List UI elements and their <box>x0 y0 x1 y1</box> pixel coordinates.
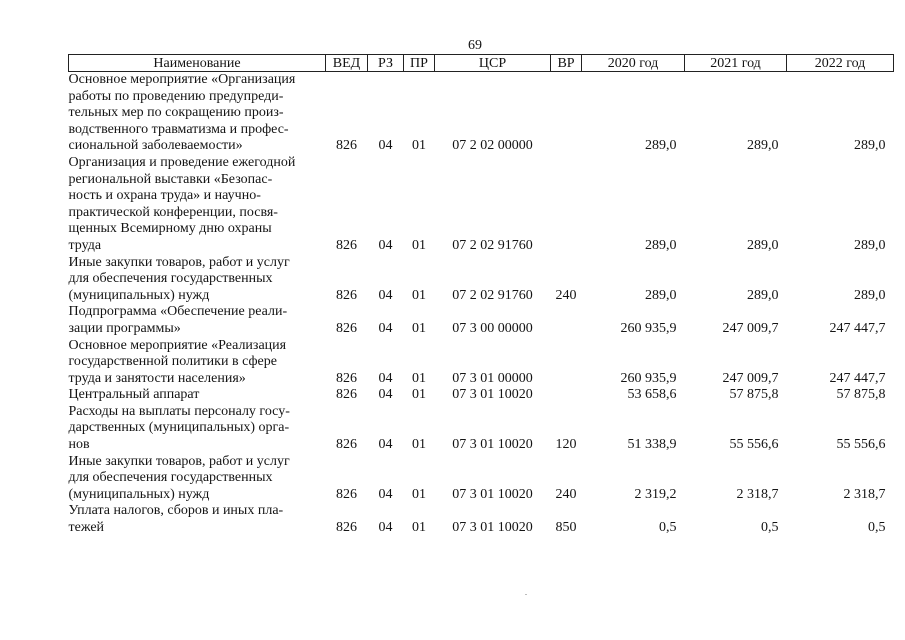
header-pr: ПР <box>404 55 435 72</box>
table-row <box>69 454 894 504</box>
header-name: Наименование <box>69 55 326 72</box>
cell-vr <box>551 338 582 388</box>
cell-y2020: 289,0 <box>645 287 677 303</box>
row-name-line: Расходы на выплаты персоналу госу- <box>68 403 290 419</box>
cell-rz: 04 <box>378 387 393 403</box>
row-name-line: ность и охрана труда» и научно- <box>68 188 261 204</box>
row-name-line: государственной политики в сфере <box>68 354 277 370</box>
row-name-line: (муниципальных) нужд <box>68 287 210 303</box>
row-name-line: Иные закупки товаров, работ и услуг <box>68 254 290 270</box>
cell-rz: 04 <box>378 237 393 253</box>
cell-csr: 07 3 01 00000 <box>452 370 533 386</box>
row-name-line: Основное мероприятие «Реализация <box>68 337 287 353</box>
cell-ved: 826 <box>336 287 357 303</box>
row-name <box>69 72 326 155</box>
cell-rz: 04 <box>378 520 393 536</box>
cell-y2021: 55 556,6 <box>729 437 779 453</box>
cell-ved: 826 <box>336 486 357 502</box>
cell-rz: 04 <box>378 437 393 453</box>
row-name-line: тежей <box>68 520 105 536</box>
table-body <box>69 72 894 537</box>
row-name <box>69 454 326 504</box>
cell-pr: 01 <box>412 237 426 253</box>
cell-csr: 07 3 01 10020 <box>452 486 533 502</box>
cell-y2022: 247 447,7 <box>829 370 886 386</box>
row-name-line: Основное мероприятие «Организация <box>68 72 296 87</box>
cell-y2022: 289,0 <box>854 287 886 303</box>
row-name-line: дарственных (муниципальных) орга- <box>68 420 290 436</box>
cell-ved: 826 <box>336 138 357 154</box>
cell-y2022: 289,0 <box>854 237 886 253</box>
cell-vr: 240 <box>555 486 577 502</box>
cell-pr: 01 <box>412 138 426 154</box>
cell-y2021: 0,5 <box>761 520 779 536</box>
cell-y2020: 260 935,9 <box>620 370 677 386</box>
cell-y2021: 289,0 <box>747 237 779 253</box>
table-row <box>69 503 894 536</box>
row-name-line: труда и занятости населения» <box>68 370 246 386</box>
row-name-line: зации программы» <box>68 320 181 336</box>
cell-vr: 240 <box>555 287 577 303</box>
cell-y2020: 260 935,9 <box>620 320 677 336</box>
row-name <box>69 255 326 305</box>
cell-ved: 826 <box>336 320 357 336</box>
cell-y2020: 289,0 <box>645 237 677 253</box>
cell-csr: 07 2 02 00000 <box>452 138 533 154</box>
cell-y2022: 0,5 <box>868 520 886 536</box>
table-row <box>69 387 894 404</box>
cell-y2021: 289,0 <box>747 287 779 303</box>
row-name <box>69 304 326 337</box>
cell-ved: 826 <box>336 370 357 386</box>
cell-vr: 120 <box>555 437 577 453</box>
cell-pr: 01 <box>412 486 426 502</box>
table-row <box>69 155 894 255</box>
row-name-line: для обеспечения государственных <box>68 271 273 287</box>
cell-vr <box>551 155 582 255</box>
cell-pr: 01 <box>412 320 426 336</box>
cell-y2021: 57 875,8 <box>729 387 779 403</box>
cell-vr <box>551 387 582 404</box>
cell-pr: 01 <box>412 370 426 386</box>
table-header <box>69 55 894 72</box>
cell-rz: 04 <box>378 370 393 386</box>
cell-pr: 01 <box>412 520 426 536</box>
cell-vr: 850 <box>555 520 577 536</box>
row-name-line: труда <box>68 237 102 253</box>
header-2020: 2020 год <box>582 55 685 72</box>
cell-y2020: 51 338,9 <box>627 437 677 453</box>
row-name <box>69 155 326 255</box>
row-name-line: Подпрограмма «Обеспечение реали- <box>68 304 288 320</box>
cell-y2021: 247 009,7 <box>722 320 779 336</box>
table-row <box>69 255 894 305</box>
header-vr: ВР <box>551 55 582 72</box>
cell-csr: 07 3 01 10020 <box>452 520 533 536</box>
cell-csr: 07 2 02 91760 <box>452 237 533 253</box>
header-rz: РЗ <box>368 55 404 72</box>
row-name-line: Организация и проведение ежегодной <box>68 154 296 170</box>
header-2022: 2022 год <box>787 55 894 72</box>
table-row <box>69 404 894 454</box>
cell-y2022: 247 447,7 <box>829 320 886 336</box>
cell-rz: 04 <box>378 320 393 336</box>
row-name <box>69 404 326 454</box>
budget-table-container <box>68 54 894 537</box>
cell-y2022: 289,0 <box>854 138 886 154</box>
cell-y2022: 57 875,8 <box>836 387 886 403</box>
page-number: 69 <box>468 38 482 53</box>
cell-y2021: 247 009,7 <box>722 370 779 386</box>
cell-y2021: 289,0 <box>747 138 779 154</box>
row-name-line: работы по проведению предупреди- <box>68 88 284 104</box>
budget-table <box>68 54 894 537</box>
cell-y2020: 2 319,2 <box>634 486 677 502</box>
header-csr: ЦСР <box>435 55 551 72</box>
row-name-line: нов <box>68 437 90 453</box>
cell-pr: 01 <box>412 287 426 303</box>
cell-vr <box>551 72 582 155</box>
table-row <box>69 338 894 388</box>
cell-csr: 07 2 02 91760 <box>452 287 533 303</box>
row-name-line: (муниципальных) нужд <box>68 486 210 502</box>
cell-pr: 01 <box>412 387 426 403</box>
cell-ved: 826 <box>336 520 357 536</box>
table-row <box>69 72 894 155</box>
row-name-line: Иные закупки товаров, работ и услуг <box>68 453 290 469</box>
cell-y2020: 289,0 <box>645 138 677 154</box>
row-name <box>69 387 326 404</box>
cell-y2021: 2 318,7 <box>736 486 779 502</box>
cell-y2022: 2 318,7 <box>843 486 886 502</box>
row-name-line: щенных Всемирному дню охраны <box>68 221 272 237</box>
cell-ved: 826 <box>336 237 357 253</box>
cell-ved: 826 <box>336 387 357 403</box>
cell-rz: 04 <box>378 138 393 154</box>
cell-csr: 07 3 00 00000 <box>452 320 533 336</box>
cell-y2020: 53 658,6 <box>627 387 677 403</box>
header-2021: 2021 год <box>685 55 787 72</box>
cell-vr <box>551 304 582 337</box>
row-name-line: для обеспечения государственных <box>68 470 273 486</box>
row-name-line: практической конференции, посвя- <box>68 204 278 220</box>
header-row <box>69 55 894 72</box>
scan-speck <box>525 594 527 595</box>
row-name-line: тельных мер по сокращению произ- <box>68 105 284 121</box>
cell-csr: 07 3 01 10020 <box>452 437 533 453</box>
row-name <box>69 503 326 536</box>
cell-ved: 826 <box>336 437 357 453</box>
row-name <box>69 338 326 388</box>
header-ved: ВЕД <box>326 55 368 72</box>
cell-y2022: 55 556,6 <box>836 437 886 453</box>
row-name-line: Центральный аппарат <box>68 387 200 403</box>
row-name-line: сиональной заболеваемости» <box>68 138 243 154</box>
cell-y2020: 0,5 <box>659 520 677 536</box>
cell-rz: 04 <box>378 287 393 303</box>
row-name-line: региональной выставки «Безопас- <box>68 171 273 187</box>
table-row <box>69 304 894 337</box>
row-name-line: водственного травматизма и профес- <box>68 121 289 137</box>
cell-rz: 04 <box>378 486 393 502</box>
cell-pr: 01 <box>412 437 426 453</box>
row-name-line: Уплата налогов, сборов и иных пла- <box>68 503 284 519</box>
cell-csr: 07 3 01 10020 <box>452 387 533 403</box>
